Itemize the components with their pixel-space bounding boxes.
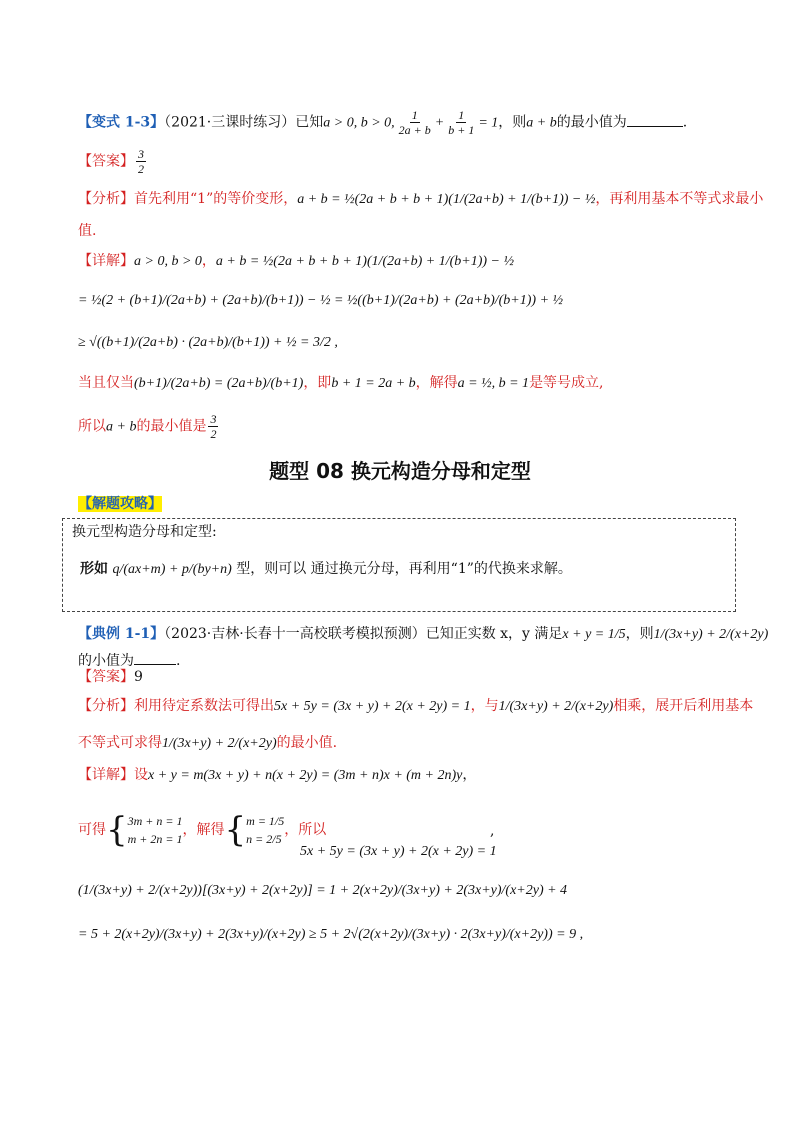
detail-1-line1: 【详解】a > 0, b > 0，a + b = ½(2a + b + b + 1)(1/(2a+b) + 1/(b+1)) − ½: [78, 253, 515, 269]
left-brace-2: {: [224, 810, 247, 850]
detail-2-line1: [78, 766, 476, 785]
answer-label: 【答案】: [78, 153, 134, 170]
detail-2-trailing-comma: ,: [490, 823, 495, 839]
analysis-label: 【分析】: [78, 191, 134, 207]
detail-2-expr1: x + y = m(3x + y) + n(x + 2y) = (3m + n)x + (m + 2n)y: [148, 768, 463, 783]
analysis-2-label: 【分析】: [78, 698, 134, 714]
detail-1-line5: [78, 412, 220, 441]
strategy-label-line: [78, 495, 162, 513]
detail-label: 【详解】: [78, 253, 134, 269]
so-text: 所以: [78, 418, 106, 435]
fraction-1: $\frac{1}{2a + b}$: [398, 108, 431, 137]
detail-1-line3: ≥ √((b+1)/(2a+b) · (2a+b)/(b+1)) + ½ = 3/2 ,: [78, 335, 338, 350]
detail-2-label: 【详解】: [78, 767, 134, 783]
solution-expr: a = ½, b = 1: [457, 376, 530, 391]
form-expr: q/(ax+m) + p/(by+n): [112, 562, 232, 577]
example-blank: [134, 652, 176, 665]
then-text: ，则: [498, 114, 527, 131]
detail-2-line3: (1/(3x+y) + 2/(x+2y))[(3x+y) + 2(x+2y)] = 1 + 2(x+2y)/(3x+y) + 2(3x+y)/(x+2y) + 4: [78, 883, 568, 898]
left-brace-1: {: [106, 810, 128, 850]
end-period: .: [682, 114, 688, 131]
detail-2-text-b: 可得: [78, 822, 106, 838]
equality-text: 当且仅当: [78, 375, 134, 391]
form-text: 型，则可以 通过换元分母，再利用“1”的代换来求解。: [236, 561, 572, 577]
min-value-text: 的最小值是: [136, 418, 207, 435]
target-expr-2: a + b: [106, 419, 137, 435]
analysis-2-line1: [78, 697, 753, 716]
analysis-1-line2: [78, 222, 96, 240]
analysis-2-text-d: 不等式可求得: [78, 735, 162, 751]
variant-1-3-question: [78, 108, 687, 137]
solve-text: ，解得: [415, 375, 458, 391]
answer-2: [78, 668, 143, 686]
detail-2-text-c: ，解得: [182, 822, 225, 838]
detail-expr-1: a + b = ½(2a + b + b + 1)(1/(2a+b) + 1/(b+1)) − ½: [215, 254, 515, 269]
section-title: 题型 08 换元构造分母和定型: [269, 459, 531, 483]
detail-2-comma: ，: [462, 767, 477, 783]
detail-2-line2: [78, 812, 326, 848]
strategy-label: 【解题攻略】: [78, 496, 162, 512]
analysis-2-text-c: 相乘，展开后利用基本: [613, 698, 754, 714]
analysis-expr: a + b = ½(2a + b + b + 1)(1/(2a+b) + 1/(b+1)) − ½: [297, 192, 596, 207]
example-tag: 【典例 1-1】: [78, 626, 165, 642]
form-label: 形如: [80, 561, 108, 577]
ask-text: 的最小值为: [556, 114, 627, 131]
analysis-2-expr2-repeat: 1/(3x+y) + 2/(x+2y): [162, 736, 277, 751]
detail-2-expr2: 5x + 5y = (3x + y) + 2(x + 2y) = 1: [300, 844, 497, 859]
analysis-2-expr1: 5x + 5y = (3x + y) + 2(x + 2y) = 1: [274, 699, 471, 714]
equals-one: = 1: [478, 115, 499, 131]
source-note: （2021·三课时练习）已知: [164, 114, 324, 131]
fraction-2: $\frac{1}{b + 1}$: [448, 108, 475, 137]
analysis-2-text-e: 的最小值.: [276, 735, 338, 751]
answer-2-value: 9: [134, 669, 143, 685]
answer-1: [78, 147, 148, 176]
system-1: 3m + n = 1 m + 2n = 1: [127, 814, 183, 846]
detail-1-line2: = ½(2 + (b+1)/(2a+b) + (2a+b)/(b+1)) − ½ = ½((b+1)/(2a+b) + (2a+b)/(b+1)) + ½: [78, 293, 564, 308]
analysis-2-text-a: 利用待定系数法可得出: [134, 698, 274, 714]
target-expr: a + b: [526, 115, 557, 131]
answer-2-label: 【答案】: [78, 669, 134, 685]
equality-holds-text: 是等号成立,: [529, 375, 604, 391]
strategy-box-title: 换元型构造分母和定型:: [72, 524, 217, 540]
example-cond: x + y = 1/5: [562, 627, 626, 642]
example-end: .: [176, 653, 181, 669]
strategy-form-line: [80, 560, 572, 579]
detail-1-line4: [78, 374, 604, 393]
variant-tag: 【变式 1-3】: [78, 114, 165, 131]
analysis-text-c: 值.: [78, 223, 97, 239]
analysis-text-b: ，再利用基本不等式求最小: [595, 191, 764, 207]
analysis-2-expr2: 1/(3x+y) + 2/(x+2y): [498, 699, 614, 714]
ie-text: ，即: [303, 375, 332, 391]
detail-2-line4: = 5 + 2(x+2y)/(3x+y) + 2(3x+y)/(x+2y) ≥ 5 + 2√(2(x+2y)/(3x+y) · 2(3x+y)/(x+2y)) = 9 ,: [78, 927, 584, 942]
answer-blank: [627, 114, 683, 127]
equality-simplified: b + 1 = 2a + b: [331, 376, 416, 391]
analysis-1-line1: [78, 190, 763, 209]
min-value-fraction: $\frac{3}{2}$: [210, 412, 217, 441]
example-source: （2023·吉林·长春十一高校联考模拟预测）已知正实数 x，y 满足: [164, 626, 563, 642]
analysis-2-line2: [78, 734, 337, 753]
example-ask: 的小值为: [78, 653, 134, 669]
analysis-text: 首先利用“1”的等价变形，: [134, 191, 298, 207]
detail-cond: a > 0, b > 0: [134, 254, 202, 269]
example-then: ，则: [625, 626, 654, 642]
system-2: m = 1/5 n = 2/5: [246, 814, 285, 846]
plus-sign: +: [434, 115, 445, 131]
answer-fraction: $\frac{3}{2}$: [138, 147, 144, 176]
condition: a > 0, b > 0,: [323, 115, 395, 131]
example-expr: 1/(3x+y) + 2/(x+2y): [653, 627, 769, 642]
analysis-2-text-b: ，与: [470, 698, 499, 714]
equality-expr: (b+1)/(2a+b) = (2a+b)/(b+1): [134, 376, 304, 391]
example-1-1-question: [78, 625, 768, 644]
detail-2-text-d: ，所以: [284, 822, 327, 838]
detail-2-text-a: 设: [134, 767, 148, 783]
